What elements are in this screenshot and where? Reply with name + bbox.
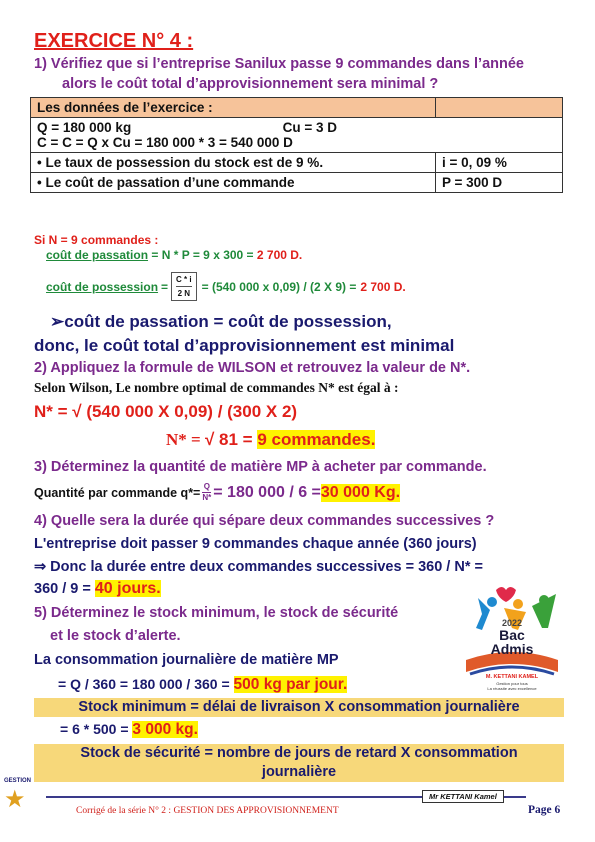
question-3: 3) Déterminez la quantité de matière MP à acheter par commande.	[34, 459, 487, 475]
cell-q: Q = 180 000 kg	[37, 120, 132, 135]
cell-taux: • Le taux de possession du stock est de 9 %.	[31, 153, 436, 173]
conso-title: La consommation journalière de matière MP	[34, 652, 339, 668]
si-n-label: Si N = 9 commandes :	[34, 233, 159, 247]
quantity-fraction	[202, 482, 211, 503]
star-icon: ★	[4, 786, 26, 813]
stock-securite-line-1: Stock de sécurité = nombre de jours de retard X consommation	[80, 745, 518, 761]
footer-side-label: GESTION	[4, 778, 32, 784]
bac-admis-logo	[456, 580, 568, 692]
passation-value: 2 700 D.	[256, 248, 303, 262]
logo-tagline-1: Gestion pour tous	[496, 681, 528, 686]
logo-text	[456, 628, 568, 656]
cell-cu: Cu = 3 D	[282, 120, 337, 135]
fraction-denominator: 2 N	[176, 286, 192, 300]
answer-4-value: 40 jours.	[94, 580, 161, 597]
footer-author: Mr KETTANI Kamel	[422, 790, 504, 803]
possession-fraction	[171, 272, 197, 301]
logo-bac: Bac	[499, 627, 525, 643]
answer-4-line-2: ⇒ Donc la durée entre deux commandes successives = 360 / N* =	[34, 559, 483, 575]
answer-4-expr: 360 / 9 =	[34, 581, 95, 597]
cell-i: i = 0, 09 %	[436, 153, 563, 173]
cell-c: C = C = Q x Cu = 180 000 * 3 = 540 000 D	[37, 135, 293, 150]
quantity-value: 30 000 Kg.	[320, 483, 401, 501]
conso-value: 500 kg par jour.	[233, 676, 348, 693]
wilson-result-value: 9 commandes.	[257, 430, 376, 449]
wilson-result	[166, 430, 375, 450]
wilson-formula: N* = √ (540 000 X 0,09) / (300 X 2)	[34, 402, 298, 421]
answer-4-line-1: L'entreprise doit passer 9 commandes chaque année (360 jours)	[34, 536, 477, 552]
conclusion-text-1: coût de passation = coût de possession,	[64, 312, 392, 331]
cell-cout-passation: • Le coût de passation d’une commande	[31, 173, 436, 193]
table-header: Les données de l’exercice :	[31, 98, 436, 118]
conso-line	[58, 676, 347, 694]
logo-author: M. KETTANI KAMEL	[485, 674, 539, 680]
question-1-line-1: 1) Vérifiez que si l’entreprise Sanilux passe 9 commandes dans l’année	[34, 56, 524, 72]
passation-expr: = N * P = 9 x 300 =	[151, 248, 257, 262]
wilson-result-root: √ 81 =	[204, 430, 258, 449]
stock-securite-definition	[34, 744, 564, 782]
question-1-line-2: alors le coût total d’approvisionnement sera minimal ?	[62, 76, 439, 92]
logo-tagline-2: La réussite avec excellence	[487, 686, 537, 691]
conclusion-line-1	[50, 312, 392, 332]
exercise-title: EXERCICE N° 4 :	[34, 30, 194, 52]
possession-expr: = (540 000 x 0,09) / (2 X 9) =	[201, 279, 357, 294]
quantity-den: N*	[202, 493, 212, 502]
logo-year: 2022	[501, 618, 523, 628]
question-4: 4) Quelle sera la durée qui sépare deux commandes successives ?	[34, 513, 495, 529]
question-2: 2) Appliquez la formule de WILSON et retrouvez la valeur de N*.	[34, 360, 471, 376]
stock-minimum-expr: = 6 * 500 =	[60, 721, 133, 737]
arrow-icon: ➢	[50, 312, 65, 331]
table-row-q-cu	[31, 118, 563, 153]
fraction-numerator: C * i	[176, 275, 192, 284]
wilson-result-prefix: N* =	[166, 430, 205, 449]
passation-label: coût de passation	[46, 248, 149, 262]
logo-admis: Admis	[490, 641, 534, 657]
possession-label: coût de possession	[46, 279, 159, 294]
quantity-num: Q	[203, 482, 210, 491]
cell-p: P = 300 D	[436, 173, 563, 193]
passation-line	[46, 248, 302, 262]
conso-expr: = Q / 360 = 180 000 / 360 =	[58, 676, 234, 692]
question-5-line-1: 5) Déterminez le stock minimum, le stock de sécurité	[34, 605, 399, 621]
data-table	[30, 97, 563, 193]
stock-minimum-value: 3 000 kg.	[132, 721, 198, 738]
quantity-label: Quantité par commande q*=	[34, 485, 201, 500]
quantity-expr: = 180 000 / 6 =	[213, 483, 321, 501]
conclusion-line-2: donc, le coût total d’approvisionnement est minimal	[34, 336, 455, 355]
footer-corrige: Corrigé de la série N° 2 : GESTION DES APPROVISIONNEMENT	[76, 806, 339, 816]
stock-minimum-line	[60, 721, 198, 739]
stock-securite-line-2: journalière	[261, 764, 337, 780]
answer-4-line-3	[34, 580, 161, 598]
page-number: Page 6	[528, 804, 561, 816]
stock-minimum-definition: Stock minimum = délai de livraison X consommation journalière	[34, 698, 564, 717]
quantity-line	[34, 482, 400, 503]
question-5-line-2: et le stock d’alerte.	[50, 628, 181, 644]
possession-line: coût de possession = $\frac{C * i}{2 N}$ = (540 000 x 0,09) / (2 X 9) = 2 700 D.	[46, 272, 406, 301]
wilson-intro: Selon Wilson, Le nombre optimal de commandes N* est égal à :	[34, 380, 399, 395]
possession-value: 2 700 D.	[360, 279, 406, 294]
